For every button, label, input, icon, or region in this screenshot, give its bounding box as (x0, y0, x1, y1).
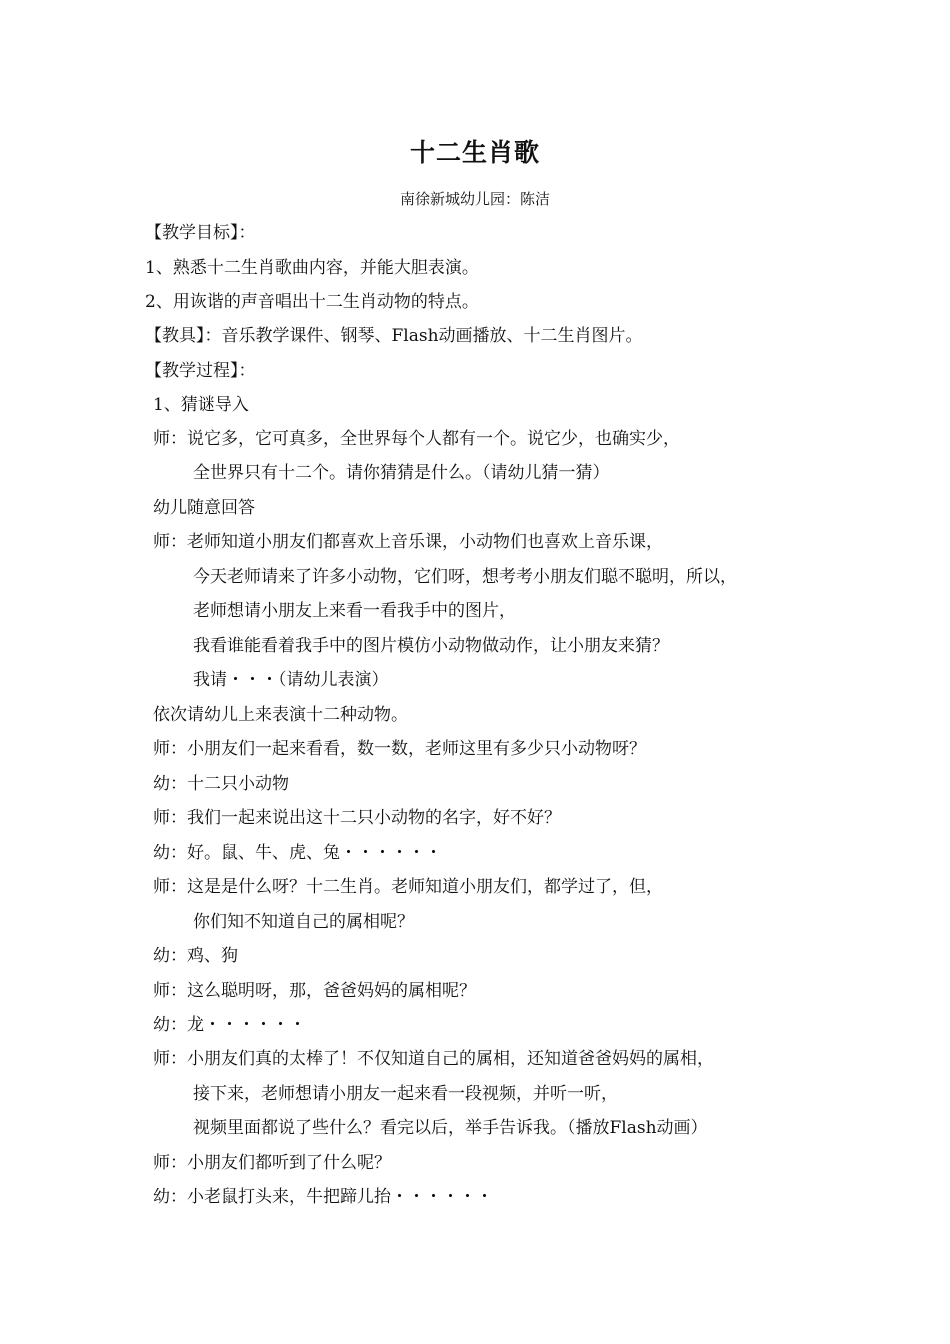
dialogue-text: 龙・・・・・・ (187, 1015, 306, 1035)
speaker-label: 幼： (153, 843, 187, 863)
dialogue-line (153, 807, 561, 829)
dialogue-text: 鸡、狗 (187, 946, 238, 966)
speaker-label: 师： (153, 1153, 187, 1173)
speaker-label: 幼： (153, 1015, 187, 1035)
dialogue-text: 这是是什么呀？十二生肖。老师知道小朋友们，都学过了，但， (187, 877, 663, 897)
speaker-label: 师： (153, 1049, 187, 1069)
tools-line: 【教具】：音乐教学课件、钢琴、Flash动画播放、十二生肖图片。 (145, 326, 643, 346)
goals-heading: 【教学目标】： (145, 223, 256, 243)
dialogue-line (153, 738, 646, 760)
dialogue-text: 说它多，它可真多，全世界每个人都有一个。说它少，也确实少， (187, 429, 680, 449)
dialogue-continuation: 视频里面都说了些什么？看完以后，举手告诉我。（播放Flash动画） (193, 1118, 708, 1138)
dialogue-text: 好。鼠、牛、虎、兔・・・・・・ (187, 843, 442, 863)
step-1-heading: 1、猜谜导入 (153, 395, 249, 415)
dialogue-continuation: 我看谁能看着我手中的图片模仿小动物做动作，让小朋友来猜？ (193, 636, 669, 656)
dialogue-line (153, 1186, 493, 1208)
dialogue-line (153, 1048, 714, 1070)
speaker-label: 师： (153, 429, 187, 449)
process-heading: 【教学过程】： (145, 361, 256, 381)
children-answer-note: 幼儿随意回答 (153, 498, 255, 518)
speaker-label: 幼： (153, 1187, 187, 1207)
dialogue-text: 老师知道小朋友们都喜欢上音乐课，小动物们也喜欢上音乐课， (187, 532, 663, 552)
dialogue-continuation: 接下来，老师想请小朋友一起来看一段视频，并听一听， (193, 1084, 618, 1104)
page-title: 十二生肖歌 (409, 138, 540, 167)
speaker-label: 师： (153, 981, 187, 1001)
dialogue-line (153, 428, 680, 450)
goal-item-1: 1、熟悉十二生肖歌曲内容，并能大胆表演。 (145, 258, 479, 278)
dialogue-text: 十二只小动物 (187, 774, 289, 794)
dialogue-line (153, 842, 442, 864)
dialogue-continuation: 今天老师请来了许多小动物，它们呀，想考考小朋友们聪不聪明，所以， (193, 567, 737, 587)
dialogue-line (153, 876, 663, 898)
goal-item-2: 2、用诙谐的声音唱出十二生肖动物的特点。 (145, 292, 479, 312)
dialogue-text: 这么聪明呀，那，爸爸妈妈的属相呢？ (187, 981, 476, 1001)
speaker-label: 师： (153, 532, 187, 552)
dialogue-line (153, 1152, 391, 1174)
dialogue-text: 小朋友们真的太棒了！不仅知道自己的属相，还知道爸爸妈妈的属相， (187, 1049, 714, 1069)
dialogue-continuation: 老师想请小朋友上来看一看我手中的图片， (193, 601, 516, 621)
author-line: 南徐新城幼儿园：陈洁 (399, 190, 550, 208)
dialogue-text: 小朋友们都听到了什么呢？ (187, 1153, 391, 1173)
dialogue-continuation: 全世界只有十二个。请你猜猜是什么。（请幼儿猜一猜） (193, 463, 610, 483)
dialogue-line (153, 945, 238, 967)
perform-note: 依次请幼儿上来表演十二种动物。 (153, 705, 408, 725)
dialogue-continuation: 我请・・・（请幼儿表演） (193, 670, 389, 690)
dialogue-text: 小老鼠打头来，牛把蹄儿抬・・・・・・ (187, 1187, 493, 1207)
dialogue-line (153, 773, 289, 795)
dialogue-text: 小朋友们一起来看看，数一数，老师这里有多少只小动物呀？ (187, 739, 646, 759)
dialogue-line (153, 980, 476, 1002)
speaker-label: 幼： (153, 946, 187, 966)
dialogue-continuation: 你们知不知道自己的属相呢？ (193, 912, 414, 932)
speaker-label: 师： (153, 739, 187, 759)
speaker-label: 幼： (153, 774, 187, 794)
dialogue-line (153, 531, 663, 553)
speaker-label: 师： (153, 877, 187, 897)
dialogue-text: 我们一起来说出这十二只小动物的名字，好不好？ (187, 808, 561, 828)
dialogue-line (153, 1014, 306, 1036)
speaker-label: 师： (153, 808, 187, 828)
